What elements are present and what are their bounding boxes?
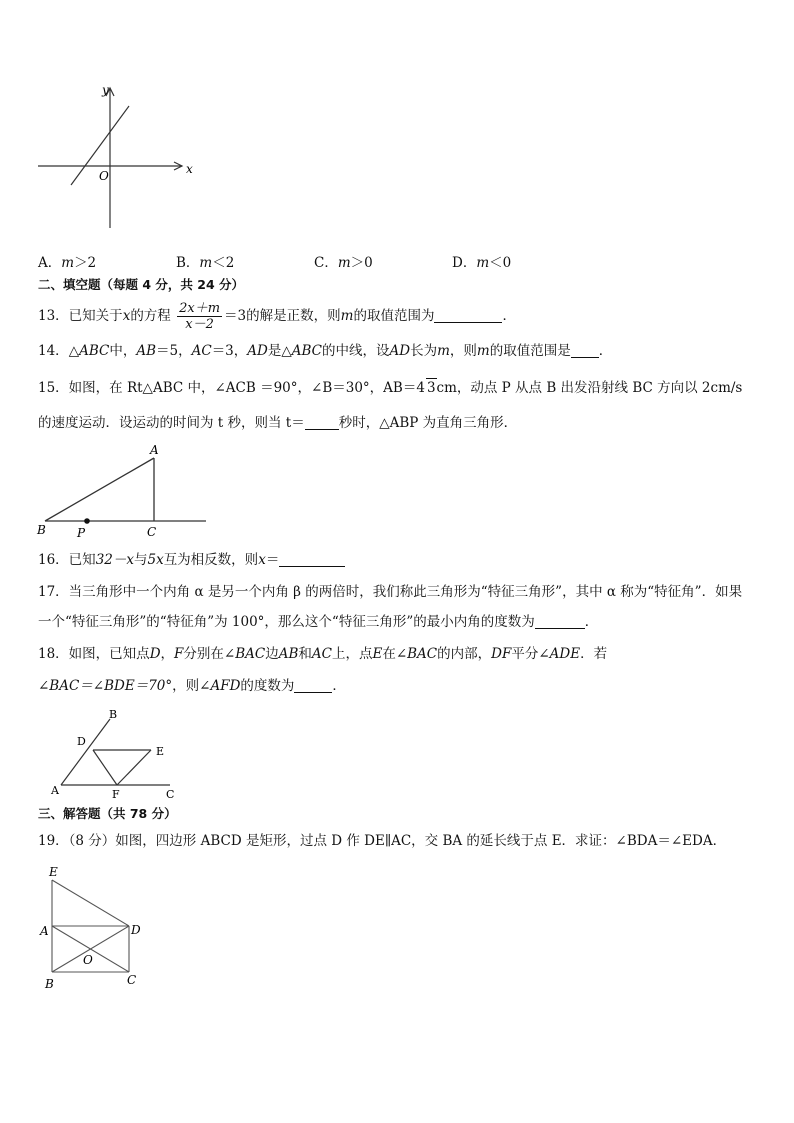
section-2-title: 二、填空题（每题 4 分，共 24 分） xyxy=(38,277,245,292)
q12-option-a: A．m＞2 xyxy=(38,255,97,271)
q12-option-b: B．m＜2 xyxy=(176,255,235,271)
q12-option-d: D．m＜0 xyxy=(452,255,512,271)
segment-ab xyxy=(45,458,154,521)
label-a: A xyxy=(40,924,49,938)
ray-ab xyxy=(61,719,110,785)
q15-triangle-figure xyxy=(34,442,214,542)
x-axis-label: x xyxy=(186,162,193,176)
q18-answer-blank[interactable] xyxy=(294,678,332,693)
question-15-line-2: 的速度运动．设运动的时间为 t 秒，则当 t＝ 秒时，△ABP 为直角三角形． xyxy=(38,415,518,431)
q17-answer-blank[interactable] xyxy=(535,614,585,629)
segment-df xyxy=(93,750,117,785)
label-d: D xyxy=(131,923,141,937)
question-17-line-1: 17．当三角形中一个内角 α 是另一个内角 β 的两倍时，我们称此三角形为“特征三角形”，其中 α 称为“特征角”．如果 xyxy=(38,584,743,600)
label-p: P xyxy=(77,526,86,540)
label-d: D xyxy=(77,735,86,748)
q18-angle-figure xyxy=(46,706,186,802)
question-17-line-2: 一个“特征三角形”的“特征角”为 100°，那么这个“特征三角形”的最小内角的度数为 ． xyxy=(38,614,599,630)
q12-option-c: C．m＞0 xyxy=(314,255,373,271)
question-15-line-1: 15．如图，在 Rt△ABC 中，∠ACB ＝90°，∠B＝30°，AB＝4 3cm，动点 P 从点 B 出发沿射线 BC 方向以 2cm/s xyxy=(38,380,743,396)
sqrt-symbol: 3 xyxy=(426,380,436,396)
question-16: 16．已知32－x与5x互为相反数，则x＝ xyxy=(38,551,345,569)
q16-answer-blank[interactable] xyxy=(279,552,345,567)
q13-answer-blank[interactable] xyxy=(434,308,502,323)
origin-label: O xyxy=(99,169,109,183)
q13-fraction: $\frac{2x+m}{x-2}$ xyxy=(179,301,221,332)
label-c: C xyxy=(166,788,175,801)
point-p xyxy=(84,518,90,524)
question-13: 13．已知关于x的方程 $\frac{2x+m}{x-2}$ ＝3的解是正数，则m的取值范围为 ． xyxy=(38,301,516,332)
q14-answer-blank[interactable] xyxy=(571,343,599,358)
label-o: O xyxy=(83,953,93,967)
y-axis-label: y xyxy=(102,83,109,97)
section-3-title: 三、解答题（共 78 分） xyxy=(38,806,177,821)
q15-answer-blank[interactable] xyxy=(305,415,339,430)
question-18-line-1: 18．如图，已知点D，F分别在∠BAC边AB和AC上，点E在∠BAC的内部，DF平分∠ADE．若 xyxy=(38,646,608,662)
q19-rectangle-figure xyxy=(38,864,148,994)
q12-graph-figure xyxy=(36,82,206,234)
label-e: E xyxy=(49,865,58,879)
label-a: A xyxy=(150,443,159,457)
label-a: A xyxy=(51,784,59,797)
label-f: F xyxy=(112,788,120,801)
label-c: C xyxy=(147,525,157,539)
question-14: 14．△ABC中，AB＝5，AC＝3，AD是△ABC的中线，设AD长为m，则m的取值范围是 ． xyxy=(38,343,613,359)
question-18-line-2: ∠BAC＝∠BDE＝70°，则∠AFD的度数为 ． xyxy=(38,678,346,694)
label-b: B xyxy=(45,977,54,991)
label-c: C xyxy=(127,973,137,987)
segment-fe xyxy=(117,750,151,785)
label-b: B xyxy=(37,523,46,537)
label-e: E xyxy=(156,745,165,758)
question-19: 19．（8 分）如图，四边形 ABCD 是矩形，过点 D 作 DE∥AC，交 BA 的延长线于点 E．求证：∠BDA＝∠EDA． xyxy=(38,833,727,849)
label-b: B xyxy=(109,708,118,721)
segment-ed xyxy=(52,880,129,926)
